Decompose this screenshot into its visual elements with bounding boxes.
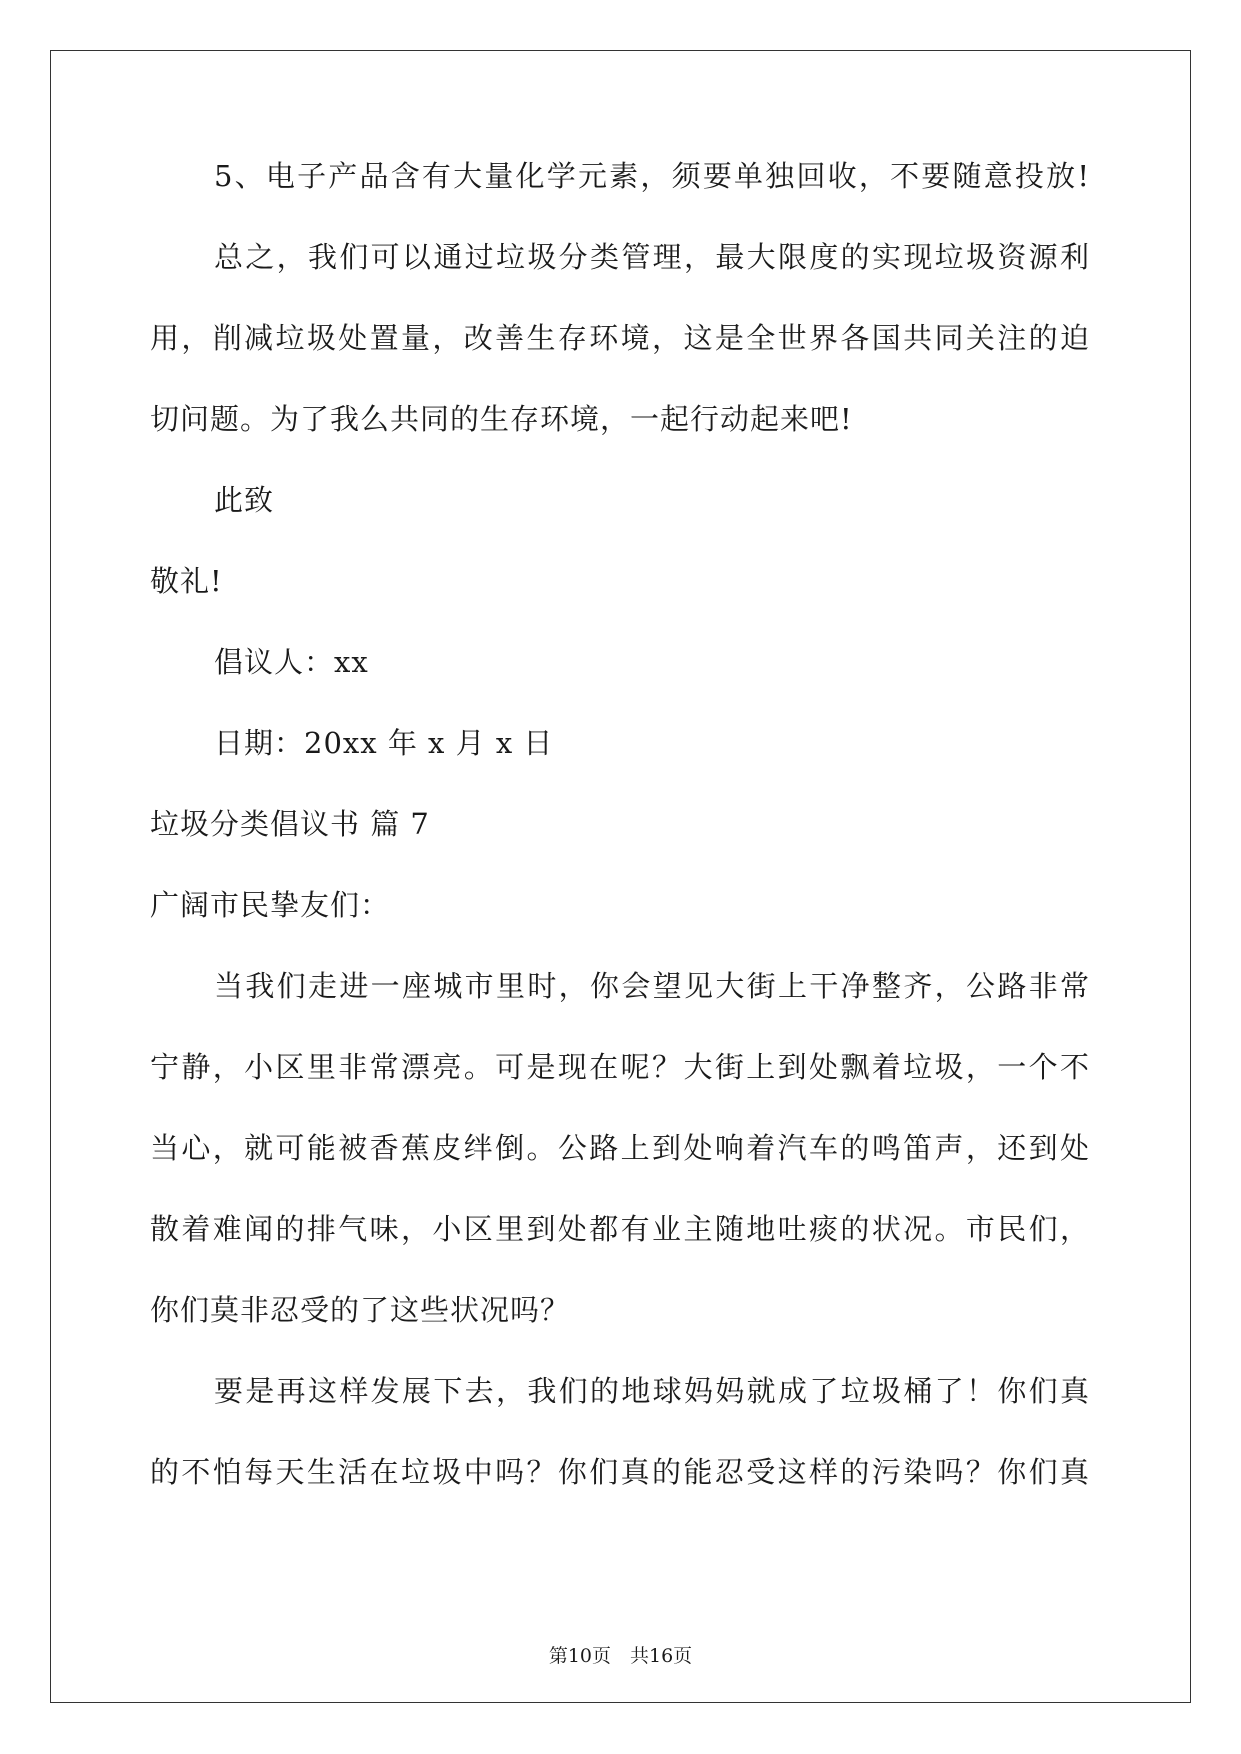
- text-line: 你们莫非忍受的了这些状况吗？: [150, 1293, 571, 1327]
- text-line: 广阔市民挚友们：: [150, 888, 391, 922]
- text-line: 当我们走进一座城市里时，你会望见大街上干净整齐，公路非常: [214, 969, 1090, 1003]
- page-number-footer: 第10页 共16页: [548, 1645, 693, 1667]
- text-line: 垃圾分类倡议书 篇 7: [150, 807, 430, 841]
- text-line: 切问题。为了我么共同的生存环境，一起行动起来吧!: [150, 402, 853, 436]
- text-line: 的不怕每天生活在垃圾中吗？你们真的能忍受这样的污染吗？你们真: [150, 1455, 1090, 1489]
- text-line: 日期：20xx 年 x 月 x 日: [214, 726, 554, 760]
- text-line: 倡议人：xx: [214, 645, 369, 679]
- text-line: 宁静，小区里非常漂亮。可是现在呢？大街上到处飘着垃圾，一个不: [150, 1050, 1090, 1084]
- document-body: [150, 158, 1090, 1535]
- text-line: 敬礼!: [150, 564, 223, 598]
- text-line: 散着难闻的排气味，小区里到处都有业主随地吐痰的状况。市民们，: [150, 1212, 1090, 1246]
- text-line: 此致: [214, 483, 275, 517]
- text-line: 当心，就可能被香蕉皮绊倒。公路上到处响着汽车的鸣笛声，还到处: [150, 1131, 1090, 1165]
- text-line: 用，削减垃圾处置量，改善生存环境，这是全世界各国共同关注的迫: [150, 321, 1090, 355]
- text-line: 总之，我们可以通过垃圾分类管理，最大限度的实现垃圾资源利: [214, 240, 1090, 274]
- text-line: 要是再这样发展下去，我们的地球妈妈就成了垃圾桶了！你们真: [214, 1374, 1090, 1408]
- text-line: 5、电子产品含有大量化学元素，须要单独回收，不要随意投放!: [214, 159, 1090, 193]
